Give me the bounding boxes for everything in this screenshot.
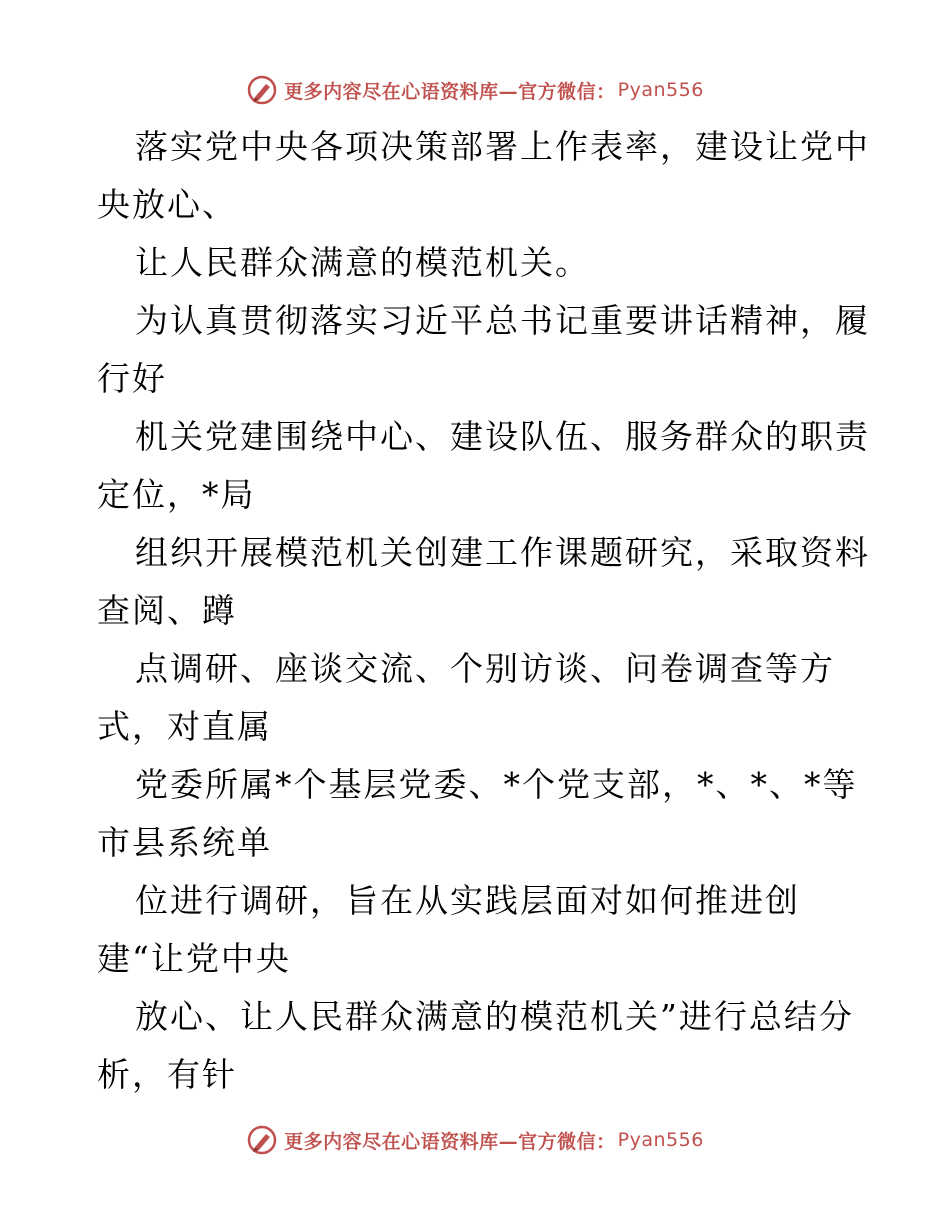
text-line: 定位，*局 — [97, 475, 256, 514]
text-line: 放心、让人民群众满意的模范机关”进行总结分 — [135, 997, 854, 1036]
text-line: 析，有针 — [97, 1055, 237, 1094]
watermark-text: 更多内容尽在心语资料库—官方微信： — [284, 80, 616, 103]
text-line: 位进行调研，旨在从实践层面对如何推进创 — [135, 881, 800, 920]
header-watermark — [0, 70, 950, 110]
watermark-id: Pyan556 — [617, 79, 704, 101]
text-line: 点调研、座谈交流、个别访谈、问卷调查等方 — [135, 649, 835, 688]
text-line: 式，对直属 — [97, 707, 272, 746]
pen-logo-icon — [246, 1124, 278, 1156]
pen-logo-icon — [246, 74, 278, 106]
text-line: 落实党中央各项决策部署上作表率，建设让党中 — [135, 127, 870, 166]
text-line: 组织开展模范机关创建工作课题研究，采取资料 — [135, 533, 870, 572]
text-line: 机关党建围绕中心、建设队伍、服务群众的职责 — [135, 417, 870, 456]
text-line: 党委所属*个基层党委、*个党支部，*、*、*等 — [135, 765, 858, 804]
text-line: 查阅、蹲 — [97, 591, 237, 630]
text-line: 让人民群众满意的模范机关。 — [135, 243, 590, 282]
footer-watermark — [0, 1120, 950, 1160]
document-body — [97, 118, 870, 1104]
text-line: 行好 — [97, 359, 167, 398]
text-line: 为认真贯彻落实习近平总书记重要讲话精神，履 — [135, 301, 870, 340]
text-line: 央放心、 — [97, 185, 237, 224]
watermark-text: 更多内容尽在心语资料库—官方微信： — [284, 1130, 616, 1153]
text-line: 市县系统单 — [97, 823, 272, 862]
text-line: 建“让党中央 — [97, 939, 291, 978]
watermark-id: Pyan556 — [617, 1129, 704, 1151]
